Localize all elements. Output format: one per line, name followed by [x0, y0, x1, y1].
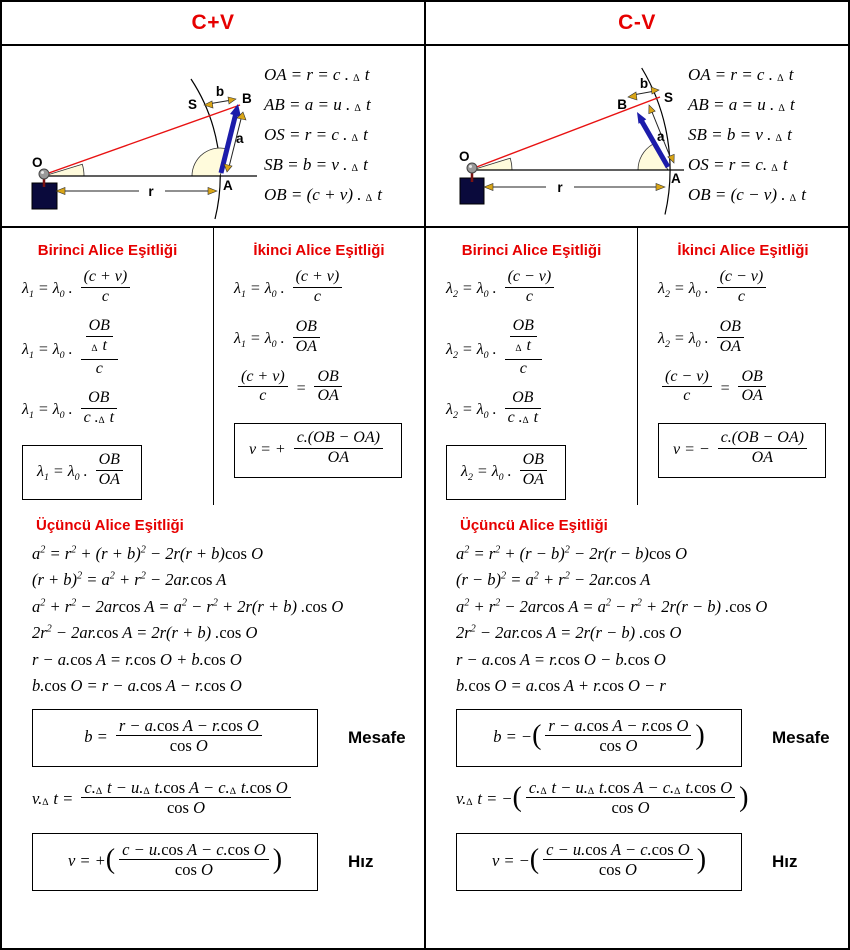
equation-row [22, 445, 213, 500]
column-title: C-V [618, 11, 656, 34]
fraction: $\frac{OB}{c .\Delta t}$ [505, 389, 541, 428]
label-b: b [639, 76, 649, 91]
fraction: $\frac{\text{r − a.cos A − r.cos O}}{\text{cos O}}$ [545, 716, 691, 756]
fraction: $\frac{OB}{OA}$ [717, 318, 744, 357]
boxed-equation: v = +( $\frac{\text{c − u.cos A − c.cos O}}{\text{cos O}}$ ) [32, 833, 318, 891]
equation: SB = b = v . ∆ t [264, 154, 368, 174]
fraction: $\frac{(c - v)}{c}$ [717, 268, 767, 307]
arrowhead-marker [484, 184, 493, 191]
section-title: Üçüncü Alice Eşitliği [460, 517, 608, 534]
angle-marker-o [44, 164, 84, 176]
equation: $\frac{(c - v)}{c}$ = $\frac{OB}{OA}$ [658, 370, 848, 409]
equation-row [456, 676, 848, 695]
fraction: $\frac{OB}{OA}$ [314, 368, 341, 407]
equation: $\lambda_2 = \lambda_0$ . $\frac{(c - v)}{c}$ [658, 270, 848, 309]
equation-row [456, 709, 848, 767]
section-title: Birinci Alice Eşitliği [461, 242, 602, 259]
equation-row [234, 423, 424, 478]
fraction: $\frac{c.(OB - OA)}{OA}$ [294, 429, 383, 468]
section-ucuncu [426, 505, 848, 891]
fraction: $\frac{\frac{OB}{\Delta t}}{c}$ [505, 318, 542, 379]
arrowhead-marker [224, 164, 232, 172]
result-label: Hız [772, 851, 798, 871]
fraction: $\frac{\text{c.∆ t − u.∆ t.cos A − c.∆ t.cos O}}{\text{cos O}}$ [81, 778, 290, 818]
equation-row [32, 650, 424, 669]
observer-sphere [39, 169, 49, 179]
fraction: $\frac{\text{c.∆ t − u.∆ t.cos A − c.∆ t.cos O}}{\text{cos O}}$ [526, 778, 735, 818]
label-a: a [657, 129, 665, 144]
label-a: a [236, 131, 244, 146]
equation-row [658, 367, 848, 409]
equation-row [264, 90, 424, 120]
equation: $(r - b)^2 = a^2 + r^2 - 2ar.\cos$ A [456, 570, 651, 590]
section-ikinci [637, 228, 848, 505]
arrowhead-marker [208, 188, 217, 195]
boxed-equation: v = + $\frac{c.(OB - OA)}{OA}$ [234, 423, 402, 478]
section-birinci [426, 228, 637, 505]
equation-list [214, 270, 424, 478]
result-equations [456, 709, 848, 891]
equation-row [658, 423, 848, 478]
equation-row [22, 316, 213, 381]
column-header [426, 2, 848, 46]
label-r: r [148, 184, 154, 199]
equation-row [658, 270, 848, 309]
equation-list [456, 544, 848, 696]
fraction: $\frac{OB}{OA}$ [96, 451, 123, 490]
equation: $\lambda_1 = \lambda_0$ . $\frac{OB}{c .\Delta t}$ [22, 391, 213, 430]
equation-row [32, 570, 424, 589]
equation: OB = (c − v) . ∆ t [688, 184, 806, 204]
fraction: $\frac{OB}{\Delta t}$ [86, 317, 113, 356]
equation-row [22, 391, 213, 430]
arrowhead-marker [649, 105, 655, 114]
velocity-arrow [221, 113, 236, 173]
label-S: S [664, 90, 674, 105]
sphere-highlight [469, 165, 472, 168]
boxed-equation: b = $\frac{\text{r − a.cos A − r.cos O}}{\text{cos O}}$ [32, 709, 318, 767]
equation: OB = (c + v) . ∆ t [264, 184, 382, 204]
fraction: $\frac{OB}{OA}$ [520, 451, 547, 490]
center-divider [424, 0, 426, 950]
equation: v.∆ t = −( $\frac{\text{c.∆ t − u.∆ t.cos A − c.∆ t.cos O}}{\text{cos O}}$ ) [456, 777, 749, 818]
result-equations [32, 709, 424, 891]
boxed-equation: $\lambda_2 = \lambda_0$ . $\frac{OB}{OA}$ [446, 445, 566, 500]
fraction: $\frac{\text{r − a.cos A − r.cos O}}{\text{cos O}}$ [116, 716, 262, 756]
segment-equations [264, 46, 424, 226]
label-S: S [187, 97, 197, 112]
equation-list [426, 270, 637, 500]
boxed-equation: v = −( $\frac{\text{c − u.cos A − c.cos O}}{\text{cos O}}$ ) [456, 833, 742, 891]
equation: $\lambda_1 = \lambda_0$ . $\frac{(c + v)}{c}$ [234, 270, 424, 309]
equation: $a^2 = r^2 + (r + b)^2 - 2r(r + b)\cos$ O [32, 544, 263, 563]
arrowhead-marker [656, 184, 665, 191]
equation-list [638, 270, 848, 478]
equation-row [446, 270, 637, 309]
label-O: O [459, 149, 470, 164]
fraction: $\frac{OB}{OA}$ [293, 318, 320, 357]
fraction: $\frac{(c + v)}{c}$ [238, 368, 288, 407]
fraction: $\frac{\text{c − u.cos A − c.cos O}}{\text{cos O}}$ [543, 840, 693, 880]
fraction: $\frac{(c + v)}{c}$ [293, 268, 343, 307]
equation: $a^2 = r^2 + (r - b)^2 - 2r(r - b)\cos$ O [456, 544, 687, 563]
label-B: B [242, 91, 252, 106]
fraction: $\frac{\text{c − u.cos A − c.cos O}}{\text{cos O}}$ [119, 840, 269, 880]
equation: b.cos O = a.cos A + r.cos O − r [456, 676, 666, 696]
equation: $\frac{(c + v)}{c}$ = $\frac{OB}{OA}$ [234, 370, 424, 409]
equation-row [32, 709, 424, 767]
equation: $\lambda_2 = \lambda_0$ . $\frac{OB}{OA}$ [658, 320, 848, 359]
fraction: $\frac{(c - v)}{c}$ [662, 368, 712, 407]
boxed-equation: v = − $\frac{c.(OB - OA)}{OA}$ [658, 423, 826, 478]
label-O: O [32, 155, 43, 170]
equation-row [456, 623, 848, 642]
equation-row [688, 150, 848, 180]
equation-row [32, 777, 424, 820]
section-title: İkinci Alice Eşitliği [253, 242, 385, 259]
column-c-plus-v [2, 2, 424, 948]
equation-row [688, 180, 848, 210]
equation-row [456, 833, 848, 891]
equation-row [264, 150, 424, 180]
doppler-diagram-approaching [2, 46, 264, 226]
equation-row [264, 120, 424, 150]
equation-row [32, 676, 424, 695]
fraction: $\frac{OB}{c .\Delta t}$ [81, 389, 117, 428]
fraction: $\frac{c.(OB - OA)}{OA}$ [718, 429, 807, 468]
equation-row [688, 60, 848, 90]
arrowhead-marker [204, 101, 213, 108]
diagram-section [2, 46, 424, 226]
boxed-equation: $\lambda_1 = \lambda_0$ . $\frac{OB}{OA}$ [22, 445, 142, 500]
equation-row [32, 544, 424, 563]
fraction: $\frac{OB}{OA}$ [738, 368, 765, 407]
angle-marker-o [472, 158, 512, 170]
equation: OA = r = c . ∆ t [264, 64, 370, 84]
section-ucuncu [2, 505, 424, 891]
light-ray-line [474, 97, 660, 168]
equation-row [456, 597, 848, 616]
fraction: $\frac{OB}{\Delta t}$ [510, 317, 537, 356]
equation-row [32, 833, 424, 891]
section-title: Üçüncü Alice Eşitliği [36, 517, 184, 534]
equation-row [446, 445, 637, 500]
equation-row [32, 623, 424, 642]
label-A: A [671, 171, 681, 186]
diagram-section [426, 46, 848, 226]
equation-row [234, 367, 424, 409]
equation: $\lambda_2 = \lambda_0$ . $\frac{OB}{c .\Delta t}$ [446, 391, 637, 430]
label-A: A [223, 178, 233, 193]
arrowhead-marker [228, 97, 236, 104]
equation: $2r^2 - 2ar.\cos$ A = 2r(r + b) .cos O [32, 623, 258, 643]
equation: r − a.cos A = r.cos O + b.cos O [32, 649, 242, 669]
equation-row [446, 316, 637, 381]
equation: OS = r = c . ∆ t [264, 124, 368, 144]
equation-row [456, 777, 848, 820]
equation: $\lambda_2 = \lambda_0$ . $\frac{\frac{OB}{\Delta t}}{c}$ [446, 320, 637, 381]
fraction: $\frac{\frac{OB}{\Delta t}}{c}$ [81, 318, 118, 379]
equation-row [456, 570, 848, 589]
equation: $(r + b)^2 = a^2 + r^2 - 2ar.\cos$ A [32, 570, 227, 590]
fraction: $\frac{(c - v)}{c}$ [505, 268, 555, 307]
equation-row [688, 120, 848, 150]
column-title: C+V [191, 11, 235, 34]
observer-sphere [467, 163, 477, 173]
equation-row [446, 391, 637, 430]
label-b: b [215, 84, 225, 99]
arrowhead-marker [628, 92, 637, 100]
column-header [2, 2, 424, 46]
middle-section [426, 228, 848, 505]
equation-row [658, 317, 848, 359]
label-r: r [557, 180, 563, 195]
equation-row [234, 317, 424, 359]
equation-row [264, 60, 424, 90]
middle-section [2, 228, 424, 505]
equation-row [264, 180, 424, 210]
column-c-minus-v [426, 2, 848, 948]
equation: AB = a = u . ∆ t [264, 94, 371, 114]
boxed-equation: b = −( $\frac{\text{r − a.cos A − r.cos O}}{\text{cos O}}$ ) [456, 709, 742, 767]
equation-list [2, 270, 213, 500]
sphere-highlight [41, 171, 44, 174]
equation-row [234, 270, 424, 309]
section-birinci [2, 228, 213, 505]
result-label: Hız [348, 851, 374, 871]
segment-equations [688, 46, 848, 226]
section-title: Birinci Alice Eşitliği [37, 242, 178, 259]
doppler-diagram-receding [426, 46, 688, 226]
equation: $\lambda_1 = \lambda_0$ . $\frac{\frac{OB}{\Delta t}}{c}$ [22, 320, 213, 381]
equation: AB = a = u . ∆ t [688, 94, 795, 114]
section-ikinci [213, 228, 424, 505]
equation-row [688, 90, 848, 120]
equation: $\lambda_1 = \lambda_0$ . $\frac{(c + v)}{c}$ [22, 270, 213, 309]
section-title: İkinci Alice Eşitliği [677, 242, 809, 259]
arrowhead-marker [668, 154, 674, 163]
result-label: Mesafe [348, 727, 406, 747]
equation: $\lambda_2 = \lambda_0$ . $\frac{(c - v)}{c}$ [446, 270, 637, 309]
equation: OA = r = c . ∆ t [688, 64, 794, 84]
equation: b.cos O = r − a.cos A − r.cos O [32, 676, 242, 696]
equation: $a^2 + r^2 - 2arcos$ $A = a^2 - r^2 + 2r(r + b)$ .cos O [32, 596, 344, 616]
fraction: $\frac{(c + v)}{c}$ [81, 268, 131, 307]
equation: v.∆ t = $\frac{\text{c.∆ t − u.∆ t.cos A − c.∆ t.cos O}}{\text{cos O}}$ [32, 780, 295, 820]
equation-row [456, 650, 848, 669]
equation-list [32, 544, 424, 696]
equation: $2r^2 - 2ar.\cos$ A = 2r(r − b) .cos O [456, 623, 682, 643]
equation: $\lambda_1 = \lambda_0$ . $\frac{OB}{OA}$ [234, 320, 424, 359]
label-B: B [617, 97, 627, 112]
equation-row [22, 270, 213, 309]
equation-row [456, 544, 848, 563]
equation-row [32, 597, 424, 616]
equation: r − a.cos A = r.cos O − b.cos O [456, 649, 666, 669]
equation: SB = b = v . ∆ t [688, 124, 792, 144]
result-label: Mesafe [772, 727, 830, 747]
equation: $a^2 + r^2 - 2arcos$ $A = a^2 - r^2 + 2r(r - b)$ .cos O [456, 596, 768, 616]
equation: OS = r = c. ∆ t [688, 154, 788, 174]
